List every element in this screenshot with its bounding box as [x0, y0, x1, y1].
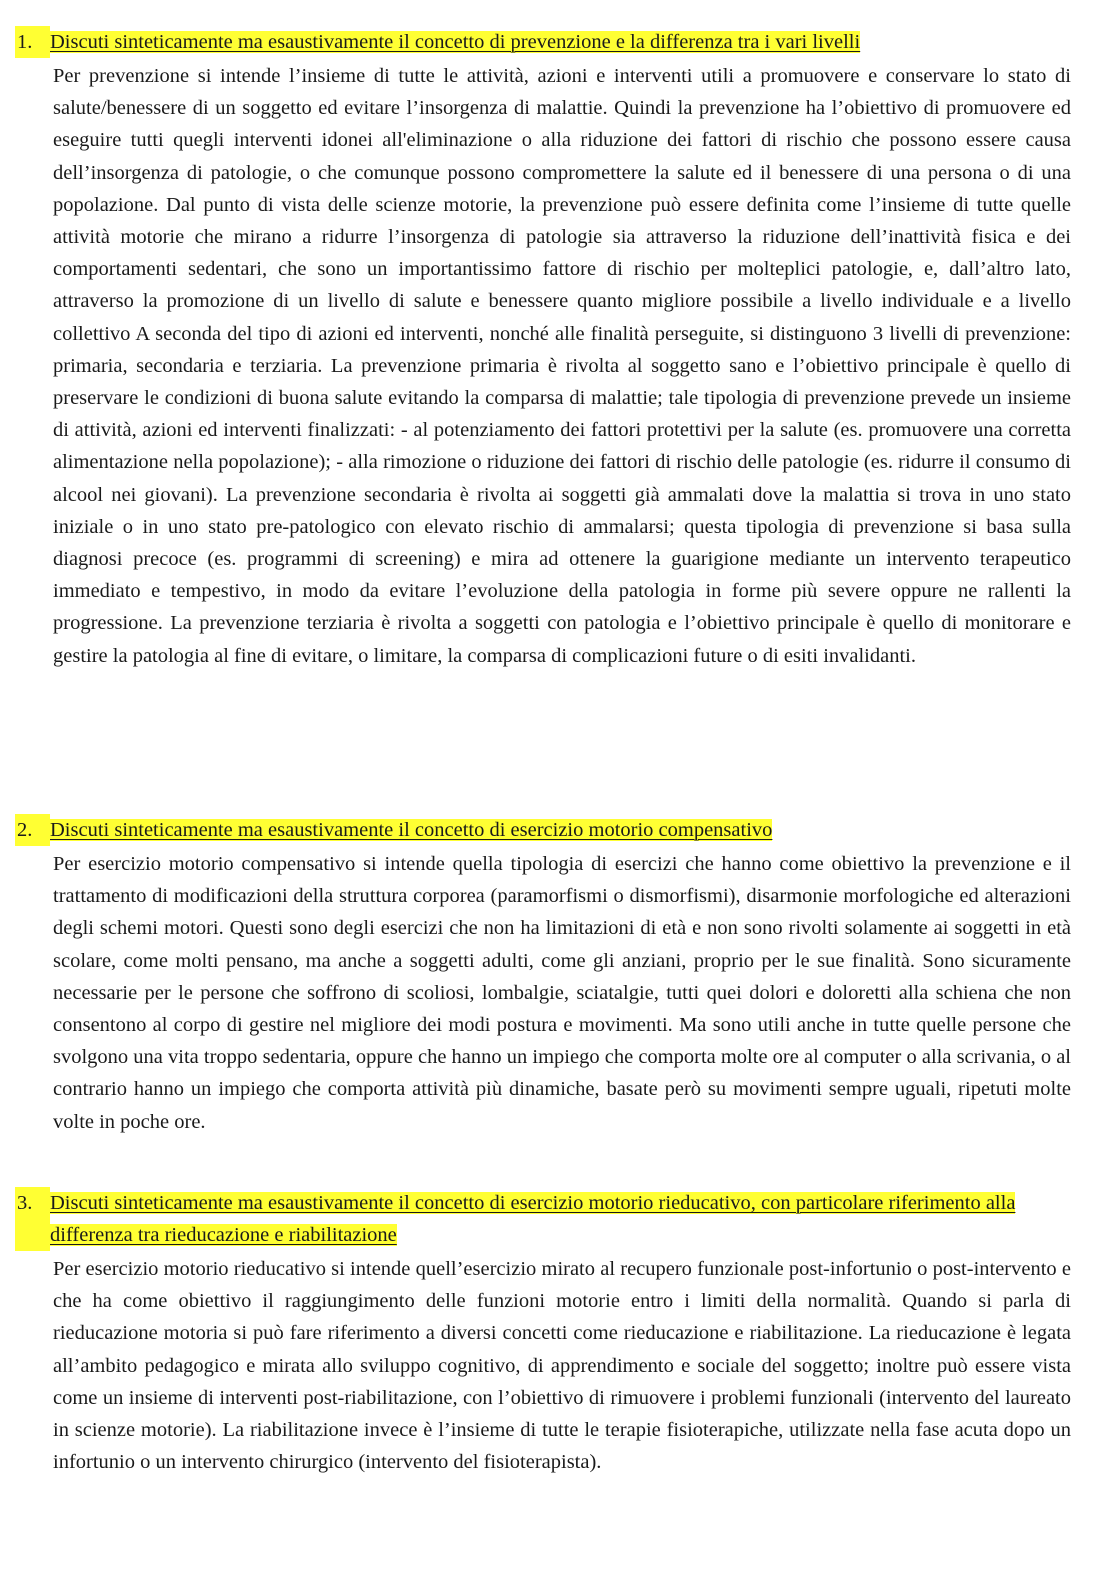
question-title-container [50, 814, 1071, 846]
question-heading [15, 814, 1071, 846]
question-title: Discuti sinteticamente ma esaustivamente il concetto di esercizio motorio compensativo [50, 819, 773, 841]
answer-text: Per esercizio motorio rieducativo si intende quell’esercizio mirato al recupero funzionale post-infortunio o post-intervento e che ha come obiettivo il raggiungimento delle funzioni motorie entro i limiti della normalità. Quando si parla di rieducazione motoria si può fare riferimento a diversi concetti come rieducazione e riabilitazione. La rieducazione è legata all’ambito pedagogico e mirata allo sviluppo cognitivo, di apprendimento e sociale del soggetto; inoltre può essere vista come un insieme di interventi post-riabilitazione, con l’obiettivo di rimuovere i problemi funzionali (intervento del laureato in scienze motorie). La riabilitazione invece è l’insieme di tutte le terapie fisioterapiche, utilizzate nella fase acuta dopo un infortunio o un intervento chirurgico (intervento del fisioterapista). [53, 1258, 1071, 1474]
question-number: 3. [15, 1187, 50, 1251]
question-2 [15, 814, 1071, 1138]
answer-text: Per esercizio motorio compensativo si intende quella tipologia di esercizi che hanno come obiettivo la prevenzione e il trattamento di modificazioni della struttura corporea (paramorfismi o dismorfismi), disarmonie morfologiche ed alterazioni degli schemi motori. Questi sono degli esercizi che non ha limitazioni di età e non sono rivolti solamente ai soggetti in età scolare, come molti pensano, ma anche a soggetti adulti, come gli anziani, proprio per le sue finalità. Sono sicuramente necessarie per le persone che soffrono di scoliosi, lombalgie, sciatalgie, tutti quei dolori e doloretti alla schiena che non consentono al corpo di gestire nel migliore dei modi postura e movimenti. Ma sono utili anche in tutte quelle persone che svolgono una vita troppo sedentaria, oppure che hanno un impiego che comporta molte ore al computer o alla scrivania, o al contrario hanno un impiego che comporta attività più dinamiche, basate però su movimenti sempre uguali, ripetuti molte volte in poche ore. [53, 853, 1071, 1133]
question-title-container [50, 1187, 1071, 1251]
question-1 [15, 26, 1071, 672]
question-number: 1. [15, 26, 50, 58]
question-heading [15, 26, 1071, 58]
question-title-container [50, 26, 1071, 58]
question-title: Discuti sinteticamente ma esaustivamente il concetto di prevenzione e la differenza tra i vari livelli [50, 31, 861, 53]
question-3 [15, 1187, 1071, 1478]
question-number: 2. [15, 814, 50, 846]
question-title: Discuti sinteticamente ma esaustivamente il concetto di esercizio motorio rieducativo, con particolare riferimento alla differenza tra rieducazione e riabilitazione [50, 1192, 1016, 1246]
answer-text: Per prevenzione si intende l’insieme di tutte le attività, azioni e interventi utili a promuovere e conservare lo stato di salute/benessere di un soggetto ed evitare l’insorgenza di malattie. Quindi la prevenzione ha l’obiettivo di promuovere ed eseguire tutti quegli interventi idonei all'eliminazione o alla riduzione dei fattori di rischio che possono essere causa dell’insorgenza di patologie, o che comunque possono compromettere la salute ed il benessere di una persona o di una popolazione. Dal punto di vista delle scienze motorie, la prevenzione può essere definita come l’insieme di tutte quelle attività motorie che mirano a ridurre l’insorgenza di patologie sia attraverso la riduzione dell’inattività fisica e dei comportamenti sedentari, che sono un importantissimo fattore di rischio per molteplici patologie, e, dall’altro lato, attraverso la promozione di un livello di salute e benessere quanto migliore possibile a livello individuale e a livello collettivo A seconda del tipo di azioni ed interventi, nonché alle finalità perseguite, si distinguono 3 livelli di prevenzione: primaria, secondaria e terziaria. La prevenzione primaria è rivolta al soggetto sano e l’obiettivo principale è quello di preservare le condizioni di buona salute evitando la comparsa di malattie; tale tipologia di prevenzione prevede un insieme di attività, azioni ed interventi finalizzati: - al potenziamento dei fattori protettivi per la salute (es. promuovere una corretta alimentazione nella popolazione); - alla rimozione o riduzione dei fattori di rischio delle patologie (es. ridurre il consumo di alcool nei giovani). La prevenzione secondaria è rivolta ai soggetti già ammalati dove la malattia si trova in uno stato iniziale o in uno stato pre-patologico con elevato rischio di ammalarsi; questa tipologia di prevenzione si basa sulla diagnosi precoce (es. programmi di screening) e mira ad ottenere la guarigione mediante un intervento terapeutico immediato e tempestivo, in modo da evitare l’evoluzione della patologia in forme più severe oppure ne rallenti la progressione. La prevenzione terziaria è rivolta a soggetti con patologia e l’obiettivo principale è quello di monitorare e gestire la patologia al fine di evitare, o limitare, la comparsa di complicazioni future o di esiti invalidanti. [53, 65, 1071, 667]
question-heading [15, 1187, 1071, 1251]
